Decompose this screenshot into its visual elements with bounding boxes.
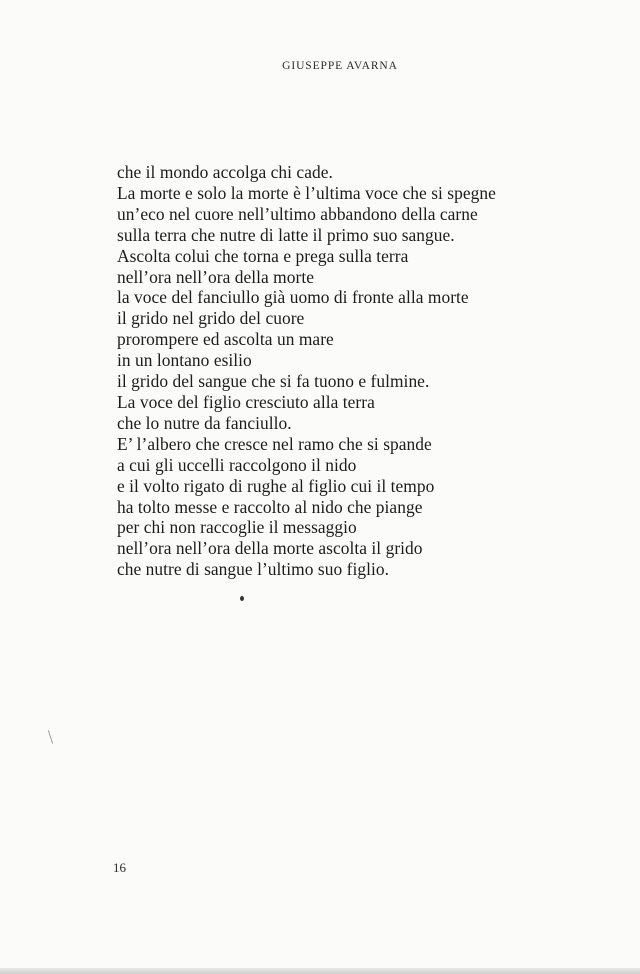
poem-line: un’eco nel cuore nell’ultimo abbandono della carne [117,203,478,224]
poem-line: La voce del figlio cresciuto alla terra [117,391,375,412]
poem-line: prorompere ed ascolta un mare [117,329,334,350]
poem-line: che il mondo accolga chi cade. [117,162,333,182]
poem-line: per chi non raccoglie il messaggio [117,517,357,538]
poem-line: e il volto rigato di rughe al figlio cui il tempo [117,475,435,496]
page-number: 16 [113,860,126,875]
poem-line: in un lontano esilio [117,350,252,371]
poem-line: il grido del sangue che si fa tuono e fulmine. [117,371,430,392]
poem-line: nell’ora nell’ora della morte [117,266,315,287]
poem-line: nell’ora nell’ora della morte ascolta il grido [117,538,423,559]
poem-line: a cui gli uccelli raccolgono il nido [117,454,357,475]
poem-line: che nutre di sangue l’ultimo suo figlio. [117,559,389,580]
poem-line: La morte e solo la morte è l’ultima voce che si spegne [117,182,496,203]
ornament-mark [240,596,244,601]
scan-edge [0,968,640,974]
poem-text [117,162,617,580]
poem-line: Ascolta colui che torna e prega sulla terra [117,245,409,266]
margin-speck [48,730,53,744]
poem-line: ha tolto messe e raccolto al nido che piange [117,496,423,517]
running-head: GIUSEPPE AVARNA [282,60,398,72]
poem-line: E’ l’albero che cresce nel ramo che si spande [117,433,432,454]
poem-line: che lo nutre da fanciullo. [117,412,292,433]
poem-line: la voce del fanciullo già uomo di fronte alla morte [117,287,469,308]
poem-line: sulla terra che nutre di latte il primo suo sangue. [117,224,455,245]
poem-line: il grido nel grido del cuore [117,308,305,329]
